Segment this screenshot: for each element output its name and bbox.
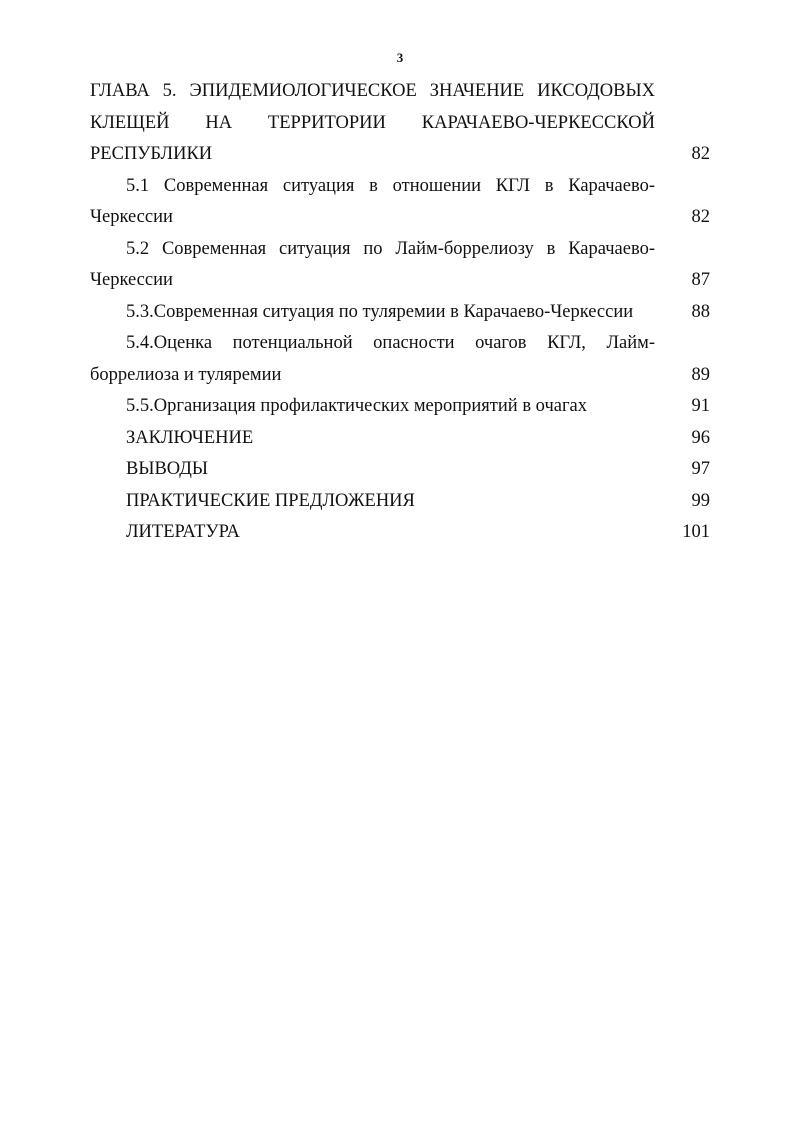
- toc-practical-proposals[interactable]: [90, 486, 710, 518]
- toc-page-number: 91: [691, 396, 710, 416]
- toc-section-5-4[interactable]: [90, 328, 710, 391]
- toc-section-title: 5.2 Современная ситуация по Лайм-боррелиозу в Карачаево-Черкессии: [90, 238, 655, 290]
- toc-section-title: 5.4.Оценка потенциальной опасности очагов КГЛ, Лайм-боррелиоза и туляремии: [90, 333, 655, 385]
- toc-section-title: 5.1 Современная ситуация в отношении КГЛ в Карачаево-Черкессии: [90, 175, 655, 227]
- toc-page-number: 97: [691, 459, 710, 479]
- toc-section-5-2[interactable]: [90, 234, 710, 297]
- toc-chapter-5[interactable]: [90, 76, 710, 171]
- toc-conclusion[interactable]: [90, 423, 710, 455]
- toc-chapter-title: ГЛАВА 5. ЭПИДЕМИОЛОГИЧЕСКОЕ ЗНАЧЕНИЕ ИКСОДОВЫХ КЛЕЩЕЙ НА ТЕРРИТОРИИ КАРАЧАЕВО-ЧЕРКЕССКОЙ РЕСПУБЛИКИ: [90, 81, 655, 164]
- toc-section-5-1[interactable]: [90, 171, 710, 234]
- toc-page-number: 87: [691, 270, 710, 290]
- toc-section-title: ЗАКЛЮЧЕНИЕ: [126, 427, 254, 448]
- toc-section-title: 5.5.Организация профилактических мероприятий в очагах: [126, 396, 588, 416]
- toc-page-number: 99: [691, 490, 710, 511]
- page-number: 3: [396, 50, 404, 65]
- toc-section-5-3[interactable]: [90, 297, 710, 329]
- toc-page-number: 96: [691, 427, 710, 448]
- toc-page-number: 82: [691, 207, 710, 227]
- toc-page-number: 101: [682, 522, 710, 542]
- toc-section-title: ПРАКТИЧЕСКИЕ ПРЕДЛОЖЕНИЯ: [126, 490, 415, 511]
- table-of-contents: [90, 76, 710, 549]
- toc-page-number: 89: [691, 364, 710, 385]
- toc-section-title: ЛИТЕРАТУРА: [126, 522, 240, 542]
- toc-page-number: 88: [691, 301, 710, 322]
- toc-section-title: ВЫВОДЫ: [126, 459, 209, 479]
- toc-section-title: 5.3.Современная ситуация по туляремии в Карачаево-Черкессии: [126, 301, 634, 322]
- toc-page-number: 82: [691, 144, 710, 164]
- toc-findings[interactable]: [90, 454, 710, 486]
- toc-literature[interactable]: [90, 517, 710, 549]
- toc-section-5-5[interactable]: [90, 391, 710, 423]
